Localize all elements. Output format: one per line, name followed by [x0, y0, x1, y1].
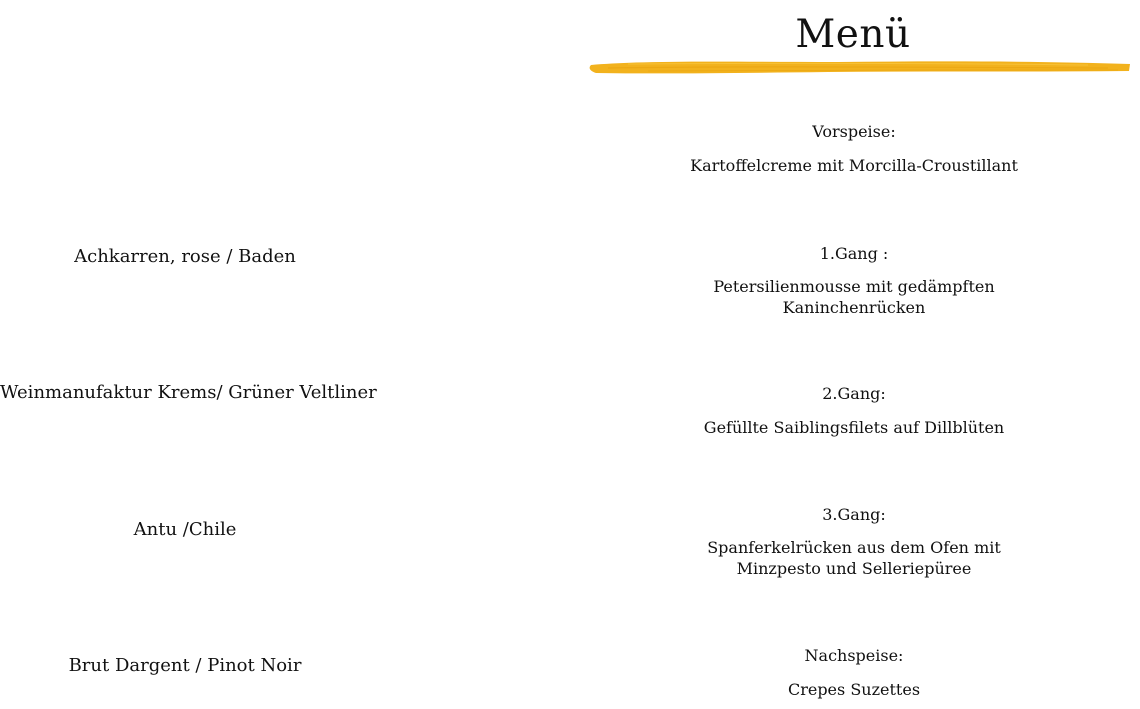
- course-heading-nachspeise: Nachspeise:: [804, 646, 904, 665]
- wine-achkarren: Achkarren, rose / Baden: [74, 246, 296, 267]
- wine-antu: Antu /Chile: [133, 519, 237, 540]
- course-dish-gang-3: Spanferkelrücken aus dem Ofen mit Minzpesto und Selleriepüree: [707, 538, 1001, 578]
- page-title: Menü: [795, 12, 911, 57]
- course-heading-gang-3: 3.Gang:: [822, 505, 886, 524]
- course-heading-vorspeise: Vorspeise:: [812, 122, 896, 141]
- course-heading-gang-2: 2.Gang:: [822, 384, 886, 403]
- course-heading-gang-1: 1.Gang :: [819, 244, 889, 263]
- brush-stroke-divider: [588, 56, 1133, 80]
- course-dish-gang-1: Petersilienmousse mit gedämpften Kaninchenrücken: [713, 277, 995, 317]
- course-dish-gang-2: Gefüllte Saiblingsfilets auf Dillblüten: [703, 418, 1005, 437]
- wine-weinmanufaktur-krems: Weinmanufaktur Krems/ Grüner Veltliner: [0, 382, 377, 403]
- course-dish-nachspeise: Crepes Suzettes: [787, 680, 921, 699]
- wine-brut-dargent: Brut Dargent / Pinot Noir: [68, 655, 302, 676]
- course-dish-vorspeise: Kartoffelcreme mit Morcilla-Croustillant: [690, 156, 1018, 175]
